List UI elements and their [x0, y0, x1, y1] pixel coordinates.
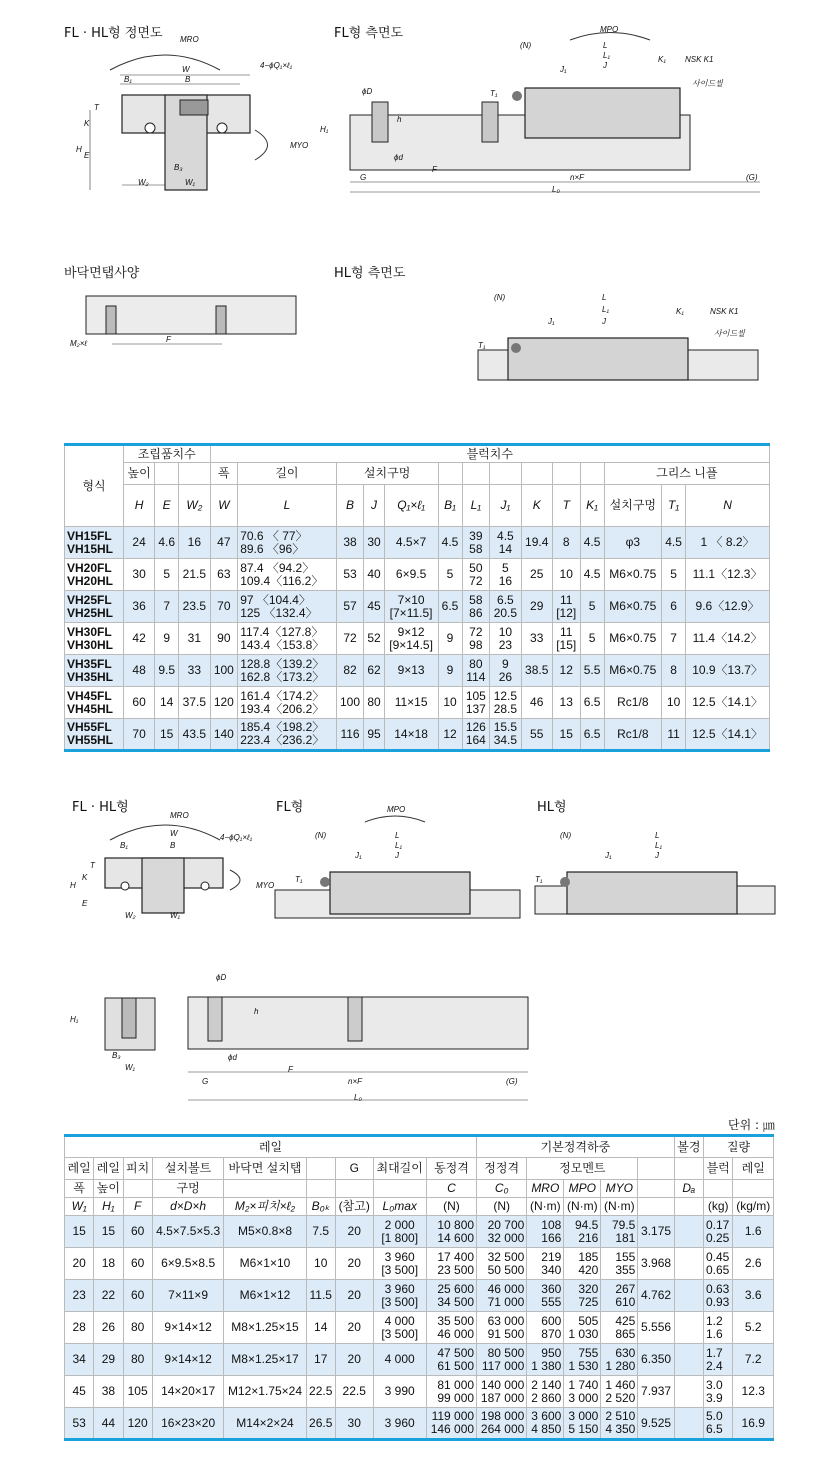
svg-text:n×F: n×F: [570, 173, 585, 182]
svg-text:T₁: T₁: [490, 89, 498, 98]
svg-text:W₁: W₁: [185, 178, 196, 187]
svg-text:K: K: [84, 119, 90, 128]
svg-text:B₁: B₁: [120, 841, 128, 850]
svg-text:H: H: [70, 881, 76, 890]
svg-text:(G): (G): [506, 1077, 518, 1086]
fl-hl-caption: FL · HL형: [72, 800, 129, 815]
svg-text:4−ϕQ₁×ℓ₁: 4−ϕQ₁×ℓ₁: [220, 833, 253, 842]
rail-table-row: 23 22 60 7×11×9 M6×1×12 11.5 20 3 960 [3 500] 25 600 34 500 46 000 71 000 360 555 320 725 267 610 4.762 0.63 0.93 3.6: [65, 1280, 774, 1312]
block-table-row: VH45FL VH45HL 60 14 37.5 120 161.4〈174.2〉 193.4〈206.2〉 100 80 11×15 10 105 137 12.5 28.5 46 13 6.5 Rc1/8 10 12.5〈14.1〉: [65, 687, 770, 719]
svg-text:J: J: [602, 317, 606, 326]
svg-text:L₀: L₀: [552, 185, 560, 194]
svg-text:K: K: [82, 873, 88, 882]
svg-text:L₁: L₁: [655, 841, 662, 850]
bottom-tap-caption: 바닥면탭사양: [64, 266, 140, 281]
svg-text:사이드씰: 사이드씰: [714, 329, 745, 338]
svg-text:J₁: J₁: [548, 317, 555, 326]
svg-text:G: G: [360, 173, 367, 182]
svg-text:h: h: [397, 115, 402, 124]
svg-text:T₁: T₁: [295, 875, 303, 884]
block-table-row: VH15FL VH15HL 24 4.6 16 47 70.6 〈 77〉 89.6 〈96〉 38 30 4.5×7 4.5 39 58 4.5 14 19.4 8 4.5 φ3 4.5 1 〈 8.2〉: [65, 527, 770, 559]
svg-text:H₁: H₁: [70, 1015, 79, 1024]
rail-dimension-table: 레일 기본정격하중 볼경 질량 레일 레일 피치 설치볼트 바닥면 설치탭 G 최대길이 동정격 정정격 정모멘트 블럭 레일 폭 높이 구멍 C C₀ MRO MPO MYO Dₐ W₁ H₁ F d×D×h M₂×피치×ℓ₂ B₀ₖ (참고) L₀max (N) (N) (N·m) (N·m) (N·m) (kg) (kg/m) 15 15 60 4.5×7.5×5.3 M5×0.8×8 7.5 20 2 000 [1 800] 10 800 14 600 20 700 32 000 108 166 94.5 216 79.5 181 3.175 0.17 0.25 1.6 20 18 60 6×9.5×8.5 M6×1×10 10 20 3 960 [3 500] 17 400 23 500 32 500 50 500 219 340 185 420 155 355 3.968 0.45 0.65 2.6 23 22 60 7×11×9 M6×1×12 11.5 20 3 960 [3 500] 25 600 34 500 46 000 71 000 360 555 320 725 267 610 4.762 0.63 0.93 3.6 28 26 80 9×14×12 M8×1.25×15 14 20 4 000 [3 500] 35 500 46 000 63 000 91 500 600 870 505 1 030 425 865 5.556 1.2 1.6 5.2 34 29 80 9×14×12 M8×1.25×17 17 20 4 000 47 500 61 500 80 500 117 000 950 1 380 755 1 530 630 1 280 6.350 1.7 2.4 7.2 45 38 105 14×20×17 M12×1.75×24 22.5 22.5 3 990 81 000 99 000 140 000 187 000 2 140 2 860 1 740 3 000 1 460 2 520 7.937 3.0 3.9 12.3 53 44 120 16×23×20 M14×2×24 26.5 30 3 960 119 000 146 000 198 000 264 000 3 600 4 850 3 000 5 150 2 510 4 350 9.525 5.0 6.5 16.9: [64, 1134, 774, 1441]
ball-header: 볼경: [674, 1136, 703, 1158]
svg-text:W: W: [182, 65, 190, 74]
rail-table-row: 45 38 105 14×20×17 M12×1.75×24 22.5 22.5 3 990 81 000 99 000 140 000 187 000 2 140 2 860 1 740 3 000 1 460 2 520 7.937 3.0 3.9 12.3: [65, 1376, 774, 1408]
svg-text:T₁: T₁: [535, 875, 543, 884]
svg-text:MPO: MPO: [387, 805, 406, 814]
hl-side-view-caption: HL형 측면도: [334, 266, 406, 281]
svg-text:MPO: MPO: [600, 25, 619, 34]
hl-side-view-drawing: [478, 290, 768, 400]
block-table-row: VH30FL VH30HL 42 9 31 90 117.4〈127.8〉 143.4〈153.8〉 72 52 9×12 [9×14.5] 9 72 98 10 23 33 11 [15] 5 M6×0.75 7 11.4〈14.2〉: [65, 623, 770, 655]
svg-text:L₀: L₀: [354, 1093, 362, 1102]
svg-text:K₁: K₁: [658, 55, 666, 64]
rail-table-row: 20 18 60 6×9.5×8.5 M6×1×10 10 20 3 960 [3 500] 17 400 23 500 32 500 50 500 219 340 185 420 155 355 3.968 0.45 0.65 2.6: [65, 1248, 774, 1280]
svg-text:L₁: L₁: [395, 841, 402, 850]
svg-text:L: L: [602, 293, 607, 302]
svg-text:L: L: [655, 831, 660, 840]
mount-hole-header: 설치구멍: [336, 463, 438, 485]
svg-text:ϕD: ϕD: [362, 87, 373, 96]
lower-front-view-drawing: [70, 810, 275, 920]
rail-table-row: 15 15 60 4.5×7.5×5.3 M5×0.8×8 7.5 20 2 000 [1 800] 10 800 14 600 20 700 32 000 108 166 94.5 216 79.5 181 3.175 0.17 0.25 1.6: [65, 1216, 774, 1248]
block-table-row: VH55FL VH55HL 70 15 43.5 140 185.4〈198.2〉 223.4〈236.2〉 116 95 14×18 12 126 164 15.5 34.5 55 15 6.5 Rc1/8 11 12.5〈14.1〉: [65, 719, 770, 751]
fl-caption: FL형: [276, 800, 304, 815]
height-header: 높이: [124, 463, 155, 485]
svg-text:G: G: [202, 1077, 209, 1086]
svg-text:L₁: L₁: [603, 51, 610, 60]
svg-text:MRO: MRO: [170, 811, 189, 820]
assembly-header: 조립품치수: [124, 445, 211, 463]
block-table-row: VH25FL VH25HL 36 7 23.5 70 97 〈104.4〉 125 〈132.4〉 57 45 7×10 [7×11.5] 6.5 58 86 6.5 20.5 29 11 [12] 5 M6×0.75 6 9.6〈12.9〉: [65, 591, 770, 623]
svg-text:J₁: J₁: [355, 851, 362, 860]
bottom-tap-drawing: [70, 290, 300, 360]
svg-text:W: W: [170, 829, 178, 838]
block-header: 블럭치수: [210, 445, 769, 463]
svg-text:ϕd: ϕd: [228, 1053, 237, 1062]
width-header: 폭: [210, 463, 238, 485]
svg-text:W₂: W₂: [125, 911, 136, 920]
rail-table-row: 28 26 80 9×14×12 M8×1.25×15 14 20 4 000 [3 500] 35 500 46 000 63 000 91 500 600 870 505 1 030 425 865 5.556 1.2 1.6 5.2: [65, 1312, 774, 1344]
svg-text:L: L: [395, 831, 400, 840]
mass-header: 질량: [703, 1136, 773, 1158]
svg-text:MRO: MRO: [180, 35, 199, 44]
svg-text:J: J: [395, 851, 399, 860]
svg-text:MYO: MYO: [256, 881, 275, 890]
svg-text:사이드씰: 사이드씰: [692, 79, 723, 88]
svg-text:J₁: J₁: [560, 65, 567, 74]
front-view-drawing: [70, 30, 310, 200]
svg-text:h: h: [254, 1007, 259, 1016]
rail-side-drawing: [188, 960, 533, 1110]
svg-text:F: F: [166, 335, 171, 344]
svg-text:F: F: [288, 1065, 293, 1074]
svg-text:E: E: [84, 151, 90, 160]
load-header: 기본정격하중: [477, 1136, 675, 1158]
svg-text:n×F: n×F: [348, 1077, 363, 1086]
svg-text:4−ϕQ₁×ℓ₁: 4−ϕQ₁×ℓ₁: [260, 61, 293, 70]
svg-text:NSK K1: NSK K1: [710, 307, 739, 316]
svg-text:E: E: [82, 899, 88, 908]
block-dimension-table: [64, 443, 770, 752]
lower-hl-side-drawing: [535, 810, 780, 920]
rail-header: 레일: [65, 1136, 477, 1158]
svg-text:F: F: [432, 165, 437, 174]
svg-text:ϕD: ϕD: [216, 973, 227, 982]
svg-text:(G): (G): [746, 173, 758, 182]
fl-side-view-caption: FL형 측면도: [334, 26, 404, 41]
svg-text:K₁: K₁: [676, 307, 684, 316]
svg-text:B₁: B₁: [124, 75, 132, 84]
svg-text:J: J: [655, 851, 659, 860]
svg-text:L: L: [603, 41, 608, 50]
block-table-row: VH20FL VH20HL 30 5 21.5 63 87.4 〈94.2〉 109.4〈116.2〉 53 40 6×9.5 5 50 72 5 16 25 10 4.5 M6×0.75 5 11.1〈12.3〉: [65, 559, 770, 591]
rail-table-row: 53 44 120 16×23×20 M14×2×24 26.5 30 3 960 119 000 146 000 198 000 264 000 3 600 4 850 3 000 5 150 2 510 4 350 9.525 5.0 6.5 16.9: [65, 1408, 774, 1440]
svg-text:J: J: [603, 61, 607, 70]
svg-text:T: T: [90, 861, 95, 870]
rail-front-drawing: [70, 990, 170, 1080]
svg-text:W₂: W₂: [138, 178, 149, 187]
svg-text:B₃: B₃: [174, 163, 183, 172]
fl-side-view-drawing: [320, 25, 780, 200]
svg-text:J₁: J₁: [605, 851, 612, 860]
svg-text:(N): (N): [560, 831, 572, 840]
svg-text:(N): (N): [494, 293, 506, 302]
svg-text:MYO: MYO: [290, 141, 309, 150]
svg-text:L₁: L₁: [602, 305, 609, 314]
svg-text:B: B: [185, 75, 191, 84]
svg-text:NSK K1: NSK K1: [685, 55, 714, 64]
svg-text:B₃: B₃: [112, 1051, 121, 1060]
length-header: 길이: [238, 463, 337, 485]
svg-text:H: H: [76, 145, 82, 154]
unit-label: 단위 : ㎛: [728, 1118, 775, 1132]
model-header: 형식: [65, 445, 124, 527]
svg-text:W₁: W₁: [125, 1063, 136, 1072]
svg-text:M₂×ℓ: M₂×ℓ: [70, 339, 87, 348]
svg-text:ϕd: ϕd: [394, 153, 403, 162]
rail-table-row: 34 29 80 9×14×12 M8×1.25×17 17 20 4 000 47 500 61 500 80 500 117 000 950 1 380 755 1 530 630 1 280 6.350 1.7 2.4 7.2: [65, 1344, 774, 1376]
block-table-row: VH35FL VH35HL 48 9.5 33 100 128.8〈139.2〉 162.8〈173.2〉 82 62 9×13 9 80 114 9 26 38.5 12 5.5 M6×0.75 8 10.9〈13.7〉: [65, 655, 770, 687]
svg-text:W₁: W₁: [170, 911, 181, 920]
svg-text:T₁: T₁: [478, 341, 486, 350]
svg-text:T: T: [94, 103, 99, 112]
svg-text:H₁: H₁: [320, 125, 329, 134]
svg-text:(N): (N): [520, 41, 532, 50]
front-view-caption: FL · HL형 정면도: [64, 26, 163, 41]
block-symbol-row: H E W₂ W L B J Q₁×ℓ₁ B₁ L₁ J₁ K T K₁ 설치구멍 T₁ N: [65, 485, 770, 527]
svg-text:B: B: [170, 841, 176, 850]
svg-text:(N): (N): [315, 831, 327, 840]
grease-nipple-header: 그리스 니플: [604, 463, 769, 485]
rail-symbol-row: W₁ H₁ F d×D×h M₂×피치×ℓ₂ B₀ₖ (참고) L₀max (N) (N) (N·m) (N·m) (N·m) (kg) (kg/m): [65, 1198, 774, 1216]
hl-caption: HL형: [537, 800, 567, 815]
